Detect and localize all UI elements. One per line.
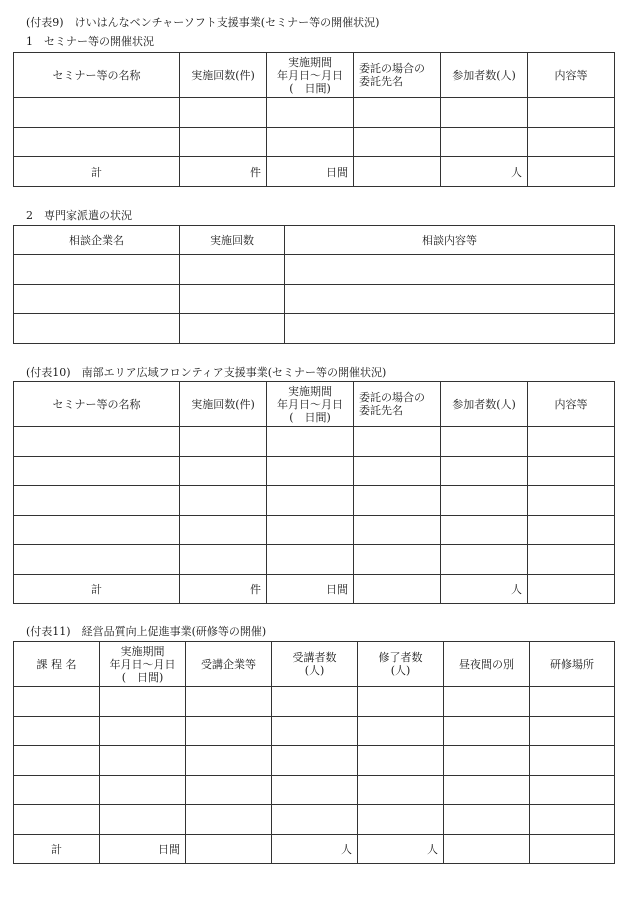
header-period: 実施期間 年月日～月日 ( 日間) xyxy=(267,53,354,98)
header-seminar-name: セミナー等の名称 xyxy=(14,53,180,98)
total-row xyxy=(14,575,615,604)
header-count: 実施回数(件) xyxy=(180,53,267,98)
header-attendees: 受講者数 (人) xyxy=(272,642,358,687)
table-row xyxy=(14,128,615,157)
table-row xyxy=(14,516,615,545)
header-attending-companies: 受講企業等 xyxy=(186,642,272,687)
total-attendees-unit: 人 xyxy=(272,835,358,864)
table10-seminar-table xyxy=(13,381,615,604)
header-content: 内容等 xyxy=(528,382,615,427)
header-contractor: 委託の場合の 委託先名 xyxy=(354,382,441,427)
header-participants: 参加者数(人) xyxy=(441,382,528,427)
table-row xyxy=(14,776,615,805)
table-row xyxy=(14,457,615,486)
total-days-unit: 日間 xyxy=(267,157,354,187)
total-participants-unit: 人 xyxy=(441,575,528,604)
header-period: 実施期間 年月日～月日 ( 日間) xyxy=(100,642,186,687)
table-row xyxy=(14,486,615,516)
table9-expert-table xyxy=(13,225,615,344)
header-completers: 修了者数 (人) xyxy=(358,642,444,687)
table-header-row xyxy=(14,382,615,427)
total-count-unit: 件 xyxy=(180,157,267,187)
header-day-night: 昼夜間の別 xyxy=(444,642,530,687)
table-row xyxy=(14,717,615,746)
total-label: 計 xyxy=(14,575,180,604)
total-count-unit: 件 xyxy=(180,575,267,604)
header-company: 相談企業名 xyxy=(14,226,180,255)
table-header-row xyxy=(14,53,615,98)
total-row xyxy=(14,157,615,187)
total-days-unit: 日間 xyxy=(267,575,354,604)
header-count: 実施回数(件) xyxy=(180,382,267,427)
total-row xyxy=(14,835,615,864)
total-label: 計 xyxy=(14,835,100,864)
table-row xyxy=(14,805,615,835)
total-completers-unit: 人 xyxy=(358,835,444,864)
table11-heading: (付表11) 経営品質向上促進事業(研修等の開催) xyxy=(26,625,267,638)
total-days-unit: 日間 xyxy=(100,835,186,864)
table-row xyxy=(14,427,615,457)
table9-expert-subheading: 2 専門家派遣の状況 xyxy=(26,209,132,222)
header-count: 実施回数 xyxy=(180,226,285,255)
table11-training-table xyxy=(13,641,615,864)
header-seminar-name: セミナー等の名称 xyxy=(14,382,180,427)
table-header-row xyxy=(14,642,615,687)
total-participants-unit: 人 xyxy=(441,157,528,187)
table-row xyxy=(14,314,615,344)
header-course-name: 課 程 名 xyxy=(14,642,100,687)
table-row xyxy=(14,746,615,776)
header-consult-content: 相談内容等 xyxy=(285,226,615,255)
header-venue: 研修場所 xyxy=(530,642,615,687)
table9-heading: (付表9) けいはんなベンチャーソフト支援事業(セミナー等の開催状況) xyxy=(26,16,380,29)
table-row xyxy=(14,285,615,314)
table9-seminar-subheading: 1 セミナー等の開催状況 xyxy=(26,35,154,48)
table-row xyxy=(14,545,615,575)
header-contractor: 委託の場合の 委託先名 xyxy=(354,53,441,98)
header-content: 内容等 xyxy=(528,53,615,98)
total-label: 計 xyxy=(14,157,180,187)
table-row xyxy=(14,687,615,717)
header-period: 実施期間 年月日～月日 ( 日間) xyxy=(267,382,354,427)
header-participants: 参加者数(人) xyxy=(441,53,528,98)
table9-seminar-table xyxy=(13,52,615,187)
table-row xyxy=(14,255,615,285)
table-header-row xyxy=(14,226,615,255)
table-row xyxy=(14,98,615,128)
table10-heading: (付表10) 南部エリア広域フロンティア支援事業(セミナー等の開催状況) xyxy=(26,366,387,379)
